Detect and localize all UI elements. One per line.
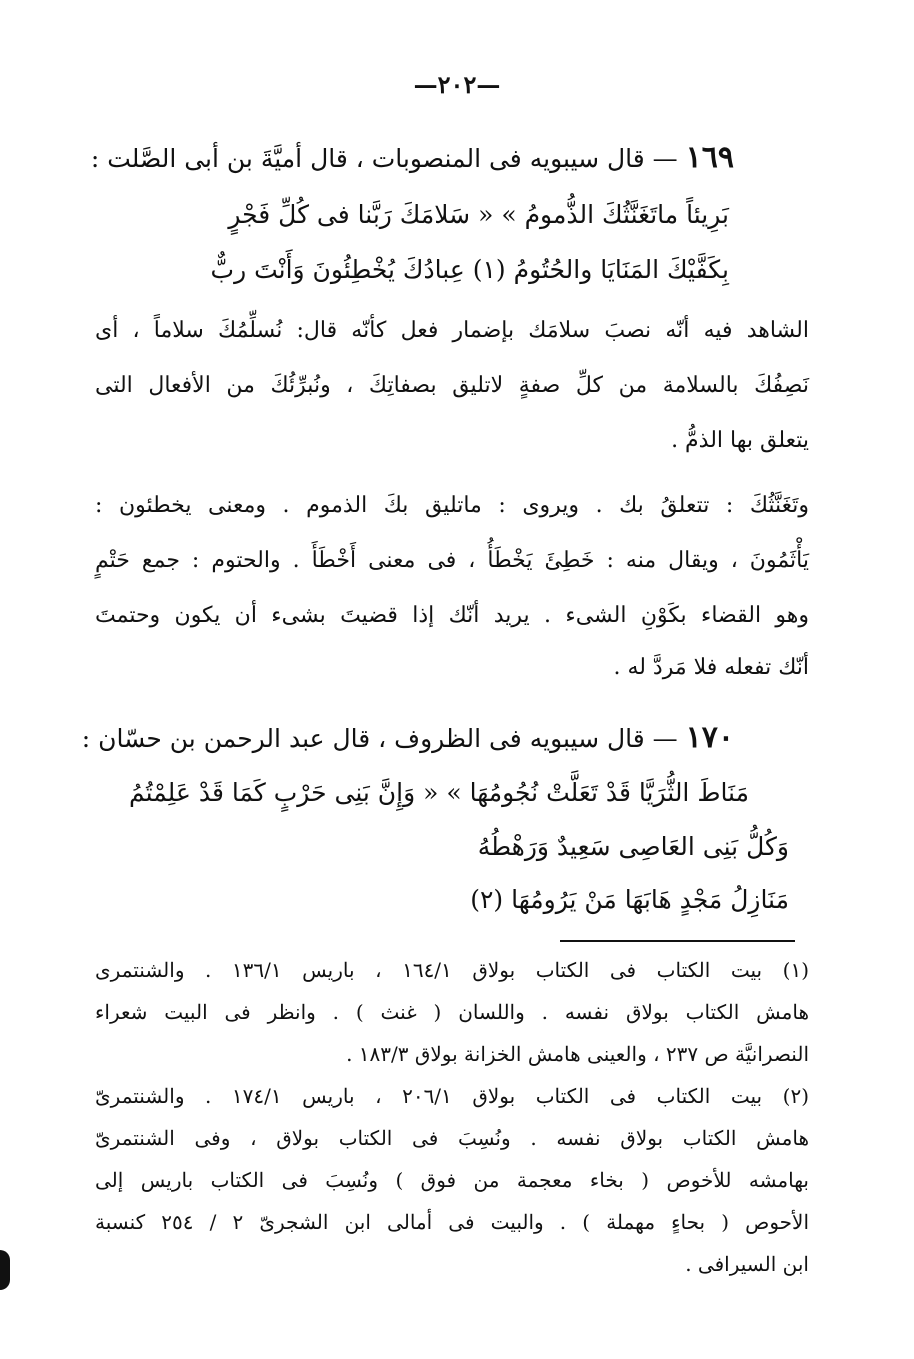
- paragraph-line: وتَغَنَّثُكَ : تتعلقُ بك . ويروى : ماتليق بكَ الذموم . ومعنى يخطئون :: [95, 493, 809, 518]
- paragraph-line: يَأْثَمُونَ ، ويقال منه : خَطِئَ يَخْطَأُ ، فى معنى أَخْطَأَ . والحتوم : جمع حَتْمٍ: [95, 548, 809, 573]
- footnote-line: الأحوص ( بحاءٍ مهملة ) . والبيت فى أمالى ابن الشجرىّ ٢ / ٢٥٤ كنسبة: [95, 1210, 810, 1234]
- verse-hemistich: « سَلامَكَ رَبَّنا فى كُلِّ فَجْرٍ: [228, 200, 494, 229]
- verse-hemistich: بِكَفَّيْكَ المَنَايَا والحُتُومُ (١): [472, 255, 729, 284]
- entry-169-heading: [91, 140, 734, 175]
- verse-hemistich: بَرِيئاً ماتَغَنَّثُكَ الذُّمومُ »: [501, 200, 729, 229]
- footnote-line: هامش الكتاب بولاق نفسه . ونُسِبَ فى الكتاب بولاق ، وفى الشنتمرىّ: [95, 1126, 809, 1150]
- entry-170-heading: [82, 720, 734, 755]
- paragraph-line: وهو القضاء بكَوْنِ الشىء . يريد أنّك إذا قضيتَ بشىء أن يكون وحتمتَ: [95, 603, 809, 628]
- entry-170-verse-1: [129, 778, 789, 807]
- paragraph-line: نَصِفُكَ بالسلامة من كلِّ صفةٍ لاتليق بصفاتِكَ ، ونُبرِّئُكَ من الأفعال التى: [95, 373, 809, 398]
- footnote-line: النصرانيَّة ص ٢٣٧ ، والعينى هامش الخزانة بولاق ١٨٣/٣ .: [346, 1042, 809, 1066]
- verse-hemistich: مَنَاطَ الثُّرَيَّا قَدْ تَعَلَّتْ نُجُومُهَا »: [446, 778, 749, 807]
- page-number: —٢٠٢—: [413, 70, 501, 99]
- entry-170-number: ١٧٠: [685, 720, 734, 755]
- entry-170-verse-3: [470, 885, 789, 914]
- footnote-line: بهامشه للأخوص ( بخاء معجمة من فوق ) ونُسِبَ فى الكتاب باريس إلى: [95, 1168, 809, 1192]
- verse-hemistich: « وَإِنَّ بَنِى حَرْبٍ كَمَا قَدْ عَلِمْتُمُ: [129, 778, 439, 807]
- entry-170-verse-2: [478, 832, 789, 861]
- entry-169-verse-1: [228, 200, 789, 229]
- verse-hemistich: مَنَازِلُ مَجْدٍ هَابَهَا مَنْ يَرُومُهَا (٢): [470, 885, 789, 914]
- paragraph-line: يتعلق بها الذمُّ .: [671, 428, 809, 453]
- verse-hemistich: عِبادُكَ يُخْطِئُونَ وَأَنْتَ ربٌّ: [210, 255, 465, 284]
- entry-169-verse-2: [211, 255, 789, 284]
- paragraph-line: الشاهد فيه أنّه نصبَ سلامَك بإضمار فعل كأنّه قال: نُسلِّمُكَ سلاماً ، أى: [95, 318, 809, 343]
- entry-169-number: ١٦٩: [685, 140, 734, 175]
- entry-169-heading-text: — قال سيبويه فى المنصوبات ، قال أميَّةَ بن أبى الصَّلت :: [90, 144, 678, 173]
- page-edge-mark: [0, 1250, 10, 1290]
- footnote-separator: [560, 940, 795, 942]
- footnote-line: هامش الكتاب بولاق نفسه . واللسان ( غنث ) . وانظر فى البيت شعراء: [95, 1000, 809, 1024]
- paragraph-line: أنّك تفعله فلا مَردَّ له .: [613, 655, 809, 680]
- footnote-line: ابن السيرافى .: [685, 1252, 809, 1276]
- verse-hemistich: وَكُلُّ بَنِى العَاصِى سَعِيدٌ وَرَهْطُهُ: [477, 832, 789, 861]
- entry-170-heading-text: — قال سيبويه فى الظروف ، قال عبد الرحمن بن حسّان :: [81, 724, 678, 753]
- footnote-line: (٢) بيت الكتاب فى الكتاب بولاق ٢٠٦/١ ، باريس ١٧٤/١ . والشنتمرىّ: [95, 1084, 809, 1108]
- footnote-line: (١) بيت الكتاب فى الكتاب بولاق ١٦٤/١ ، باريس ١٣٦/١ . والشنتمرى: [95, 958, 809, 982]
